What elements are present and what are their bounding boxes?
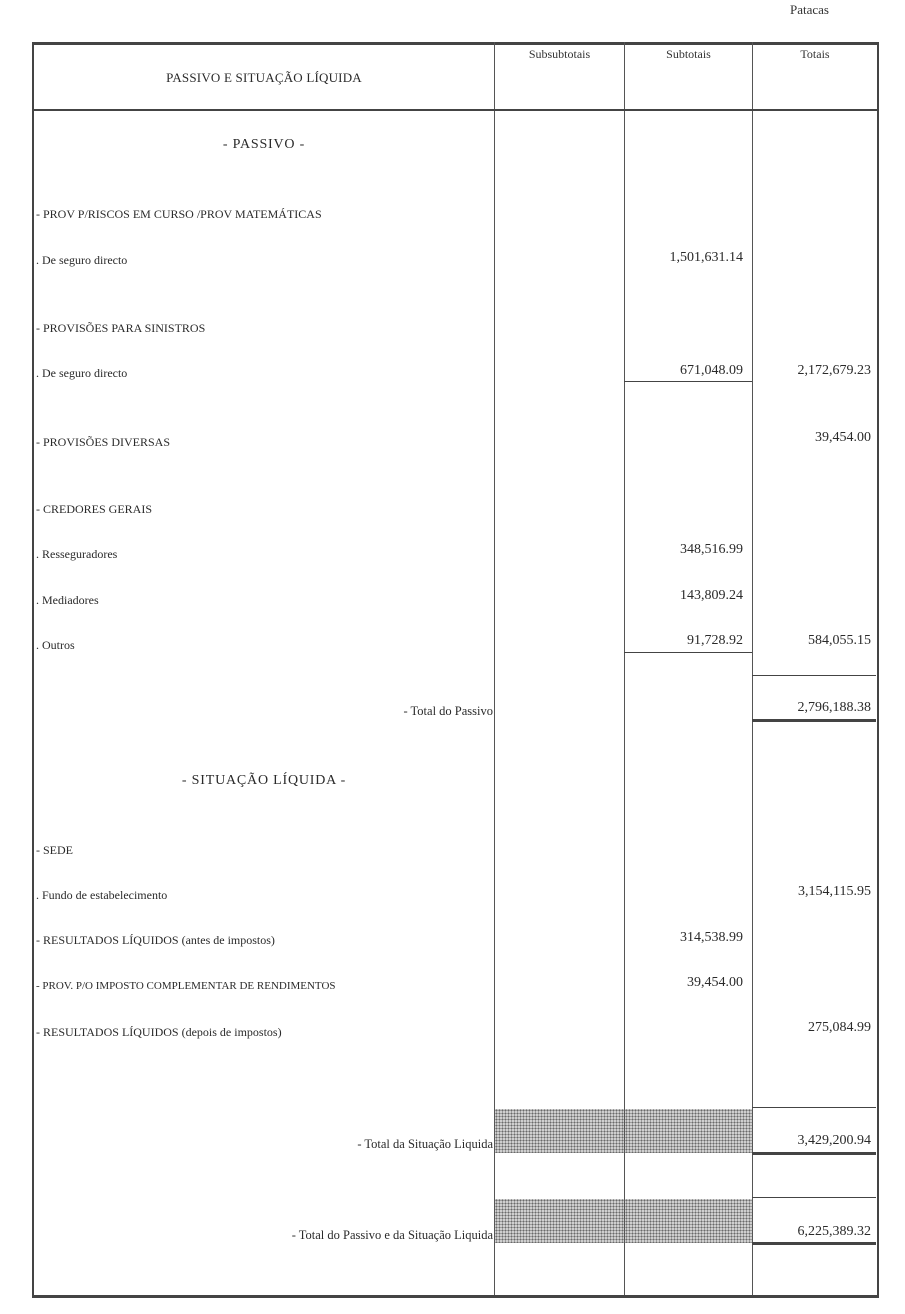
- double-underline: [752, 719, 876, 722]
- currency-label: Patacas: [790, 2, 829, 17]
- col-header-totais: Totais: [800, 47, 830, 61]
- total-passivo-label: - Total do Passivo: [403, 704, 493, 718]
- row-label: - PROV. P/O IMPOSTO COMPLEMENTAR DE RENDIMENTOS: [36, 980, 336, 992]
- double-underline: [752, 1242, 876, 1245]
- subtotal-value: 1,501,631.14: [669, 250, 743, 265]
- row-label: - SEDE: [36, 843, 73, 857]
- subtotal-value: 671,048.09: [680, 363, 743, 378]
- section-situacao-liquida: - SITUAÇÃO LÍQUIDA -: [181, 773, 347, 788]
- row-label: - RESULTADOS LÍQUIDOS (depois de impostos): [36, 1025, 282, 1039]
- shaded-cell: [495, 1199, 624, 1243]
- row-label: . Outros: [36, 638, 75, 652]
- column-divider: [624, 42, 625, 1295]
- subtotal-value: 39,454.00: [687, 975, 743, 990]
- col-header-subtotais: Subtotais: [666, 47, 711, 61]
- double-underline: [752, 1152, 876, 1155]
- col-header-subsubtotais: Subsubtotais: [528, 47, 591, 61]
- total-passivo-value: 2,796,188.38: [797, 700, 871, 715]
- row-label: - RESULTADOS LÍQUIDOS (antes de impostos): [36, 933, 275, 947]
- total-passivo-situacao-value: 6,225,389.32: [797, 1224, 871, 1239]
- shaded-cell: [495, 1109, 624, 1153]
- subtotal-value: 91,728.92: [687, 633, 743, 648]
- sum-underline: [624, 652, 752, 653]
- subtotal-value: 314,538.99: [680, 930, 743, 945]
- total-passivo-situacao-label: - Total do Passivo e da Situação Liquida: [291, 1228, 493, 1242]
- subtotal-value: 143,809.24: [680, 588, 743, 603]
- header-divider: [32, 109, 878, 111]
- total-situacao-value: 3,429,200.94: [797, 1133, 871, 1148]
- shaded-cell: [625, 1109, 752, 1153]
- shaded-cell: [625, 1199, 752, 1243]
- row-label: - PROVISÕES PARA SINISTROS: [36, 321, 206, 335]
- subtotal-value: 348,516.99: [680, 542, 743, 557]
- total-value: 584,055.15: [808, 633, 871, 648]
- row-label: . Fundo de estabelecimento: [36, 888, 168, 902]
- total-situacao-label: - Total da Situação Liquida: [357, 1137, 493, 1151]
- row-label: - CREDORES GERAIS: [36, 502, 153, 516]
- row-label: . De seguro directo: [36, 366, 128, 380]
- sum-underline: [624, 381, 752, 382]
- row-label: . Resseguradores: [36, 547, 118, 561]
- sum-underline: [752, 1197, 876, 1198]
- column-divider: [494, 42, 495, 1295]
- row-label: - PROV P/RISCOS EM CURSO /PROV MATEMÁTICAS: [36, 207, 322, 221]
- sum-underline: [752, 675, 876, 676]
- total-value: 3,154,115.95: [798, 884, 871, 899]
- row-label: . Mediadores: [36, 593, 99, 607]
- total-value: 39,454.00: [815, 430, 871, 445]
- table-title: PASSIVO E SITUAÇÃO LÍQUIDA: [166, 70, 362, 85]
- sum-underline: [752, 1107, 876, 1108]
- row-label: . De seguro directo: [36, 253, 128, 267]
- total-value: 2,172,679.23: [797, 363, 871, 378]
- row-label: - PROVISÕES DIVERSAS: [36, 435, 171, 449]
- total-value: 275,084.99: [808, 1020, 871, 1035]
- section-passivo: - PASSIVO -: [222, 137, 306, 152]
